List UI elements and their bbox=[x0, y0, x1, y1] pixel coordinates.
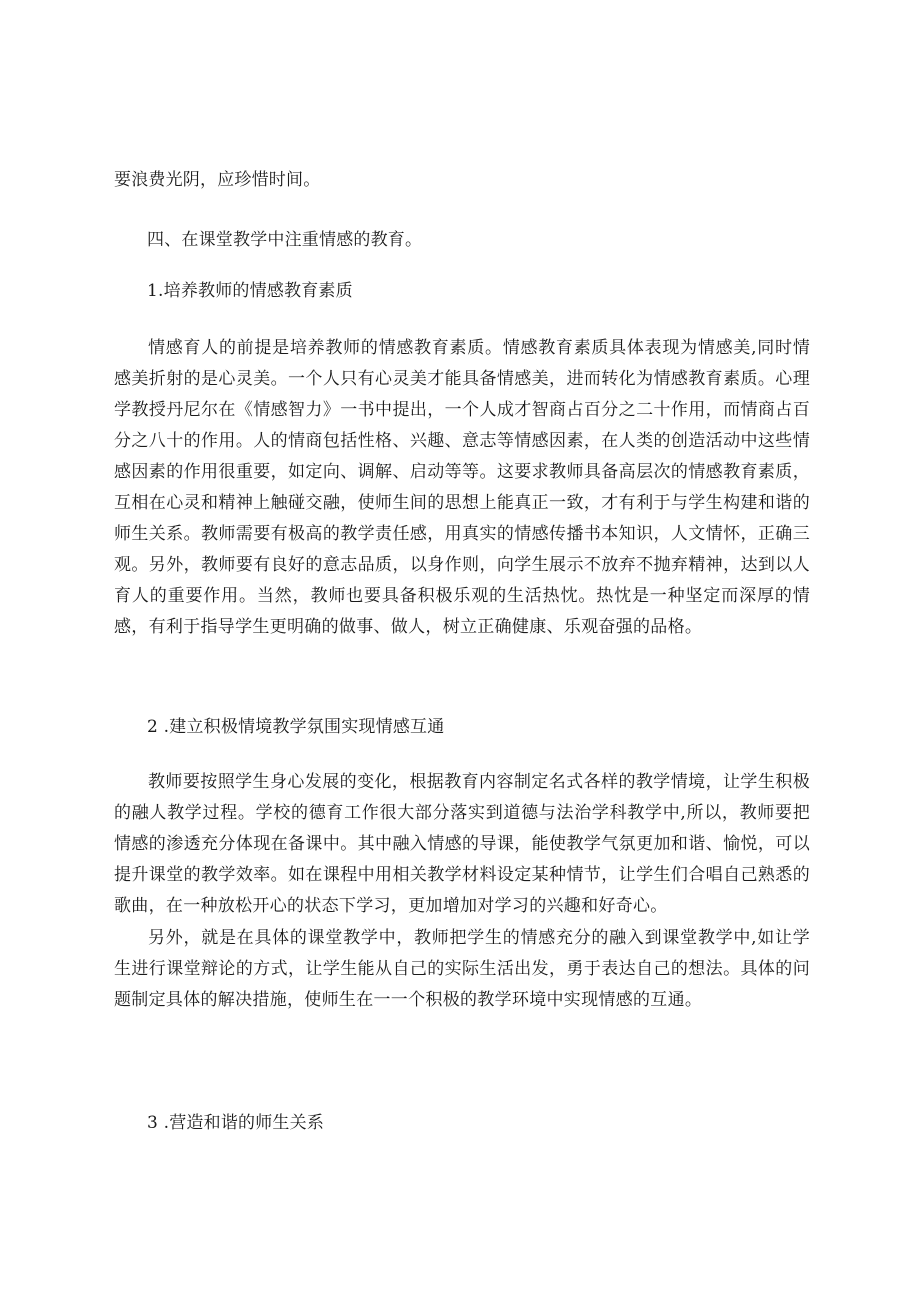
subheading-3: 3 .营造和谐的师生关系 bbox=[147, 1113, 325, 1133]
subheading-1: 1.培养教师的情感教育素质 bbox=[147, 281, 353, 301]
continuation-line: 要浪费光阴，应珍惜时间。 bbox=[114, 170, 321, 190]
paragraph-teaching-situation: 教师要按照学生身心发展的变化，根据教育内容制定名式各样的教学情境，让学生积极的融人教学过程。学校的德育工作很大部分落实到道德与法治学科教学中,所以，教师要把情感的渗透充分体现在备课中。其中融入情感的导课，能使教学气氛更加和谐、愉悦，可以提升课堂的教学效率。如在课程中用相关教学材料设定某种情节，让学生们合唱自己熟悉的歌曲，在一种放松开心的状态下学习，更加增加对学习的兴趣和好奇心。 bbox=[114, 772, 810, 916]
paragraph-teacher-emotional-quality: 情感育人的前提是培养教师的情感教育素质。情感教育素质具体表现为情感美,同时情感美折射的是心灵美。一个人只有心灵美才能具备情感美，进而转化为情感教育素质。心理学教授丹尼尔在《情感智力》一书中提出，一个人成才智商占百分之二十作用，而情商占百分之八十的作用。人的情商包括性格、兴趣、意志等情感因素，在人类的创造活动中这些情感因素的作用很重要，如定向、调解、启动等等。这要求教师具备高层次的情感教育素质，互相在心灵和精神上触碰交融，使师生间的思想上能真正一致，才有利于与学生构建和谐的师生关系。教师需要有极高的教学责任感，用真实的情感传播书本知识，人文情怀，正确三观。另外，教师要有良好的意志品质，以身作则，向学生展示不放弃不抛弃精神，达到以人育人的重要作用。当然，教师也要具备积极乐观的生活热忱。热忱是一种坚定而深厚的情感，有利于指导学生更明确的做事、做人，树立正确健康、乐观奋强的品格。 bbox=[114, 338, 810, 637]
subheading-2: 2 .建立积极情境教学氛围实现情感互通 bbox=[147, 717, 445, 737]
paragraph-classroom-debate: 另外，就是在具体的课堂教学中，教师把学生的情感充分的融入到课堂教学中,如让学生进行课堂辩论的方式，让学生能从自己的实际生活出发，勇于表达自己的想法。具体的问题制定具体的解决措施，使师生在一一个积极的教学环境中实现情感的互通。 bbox=[114, 928, 810, 1010]
section-heading-4: 四、在课堂教学中注重情感的教育。 bbox=[147, 230, 423, 250]
